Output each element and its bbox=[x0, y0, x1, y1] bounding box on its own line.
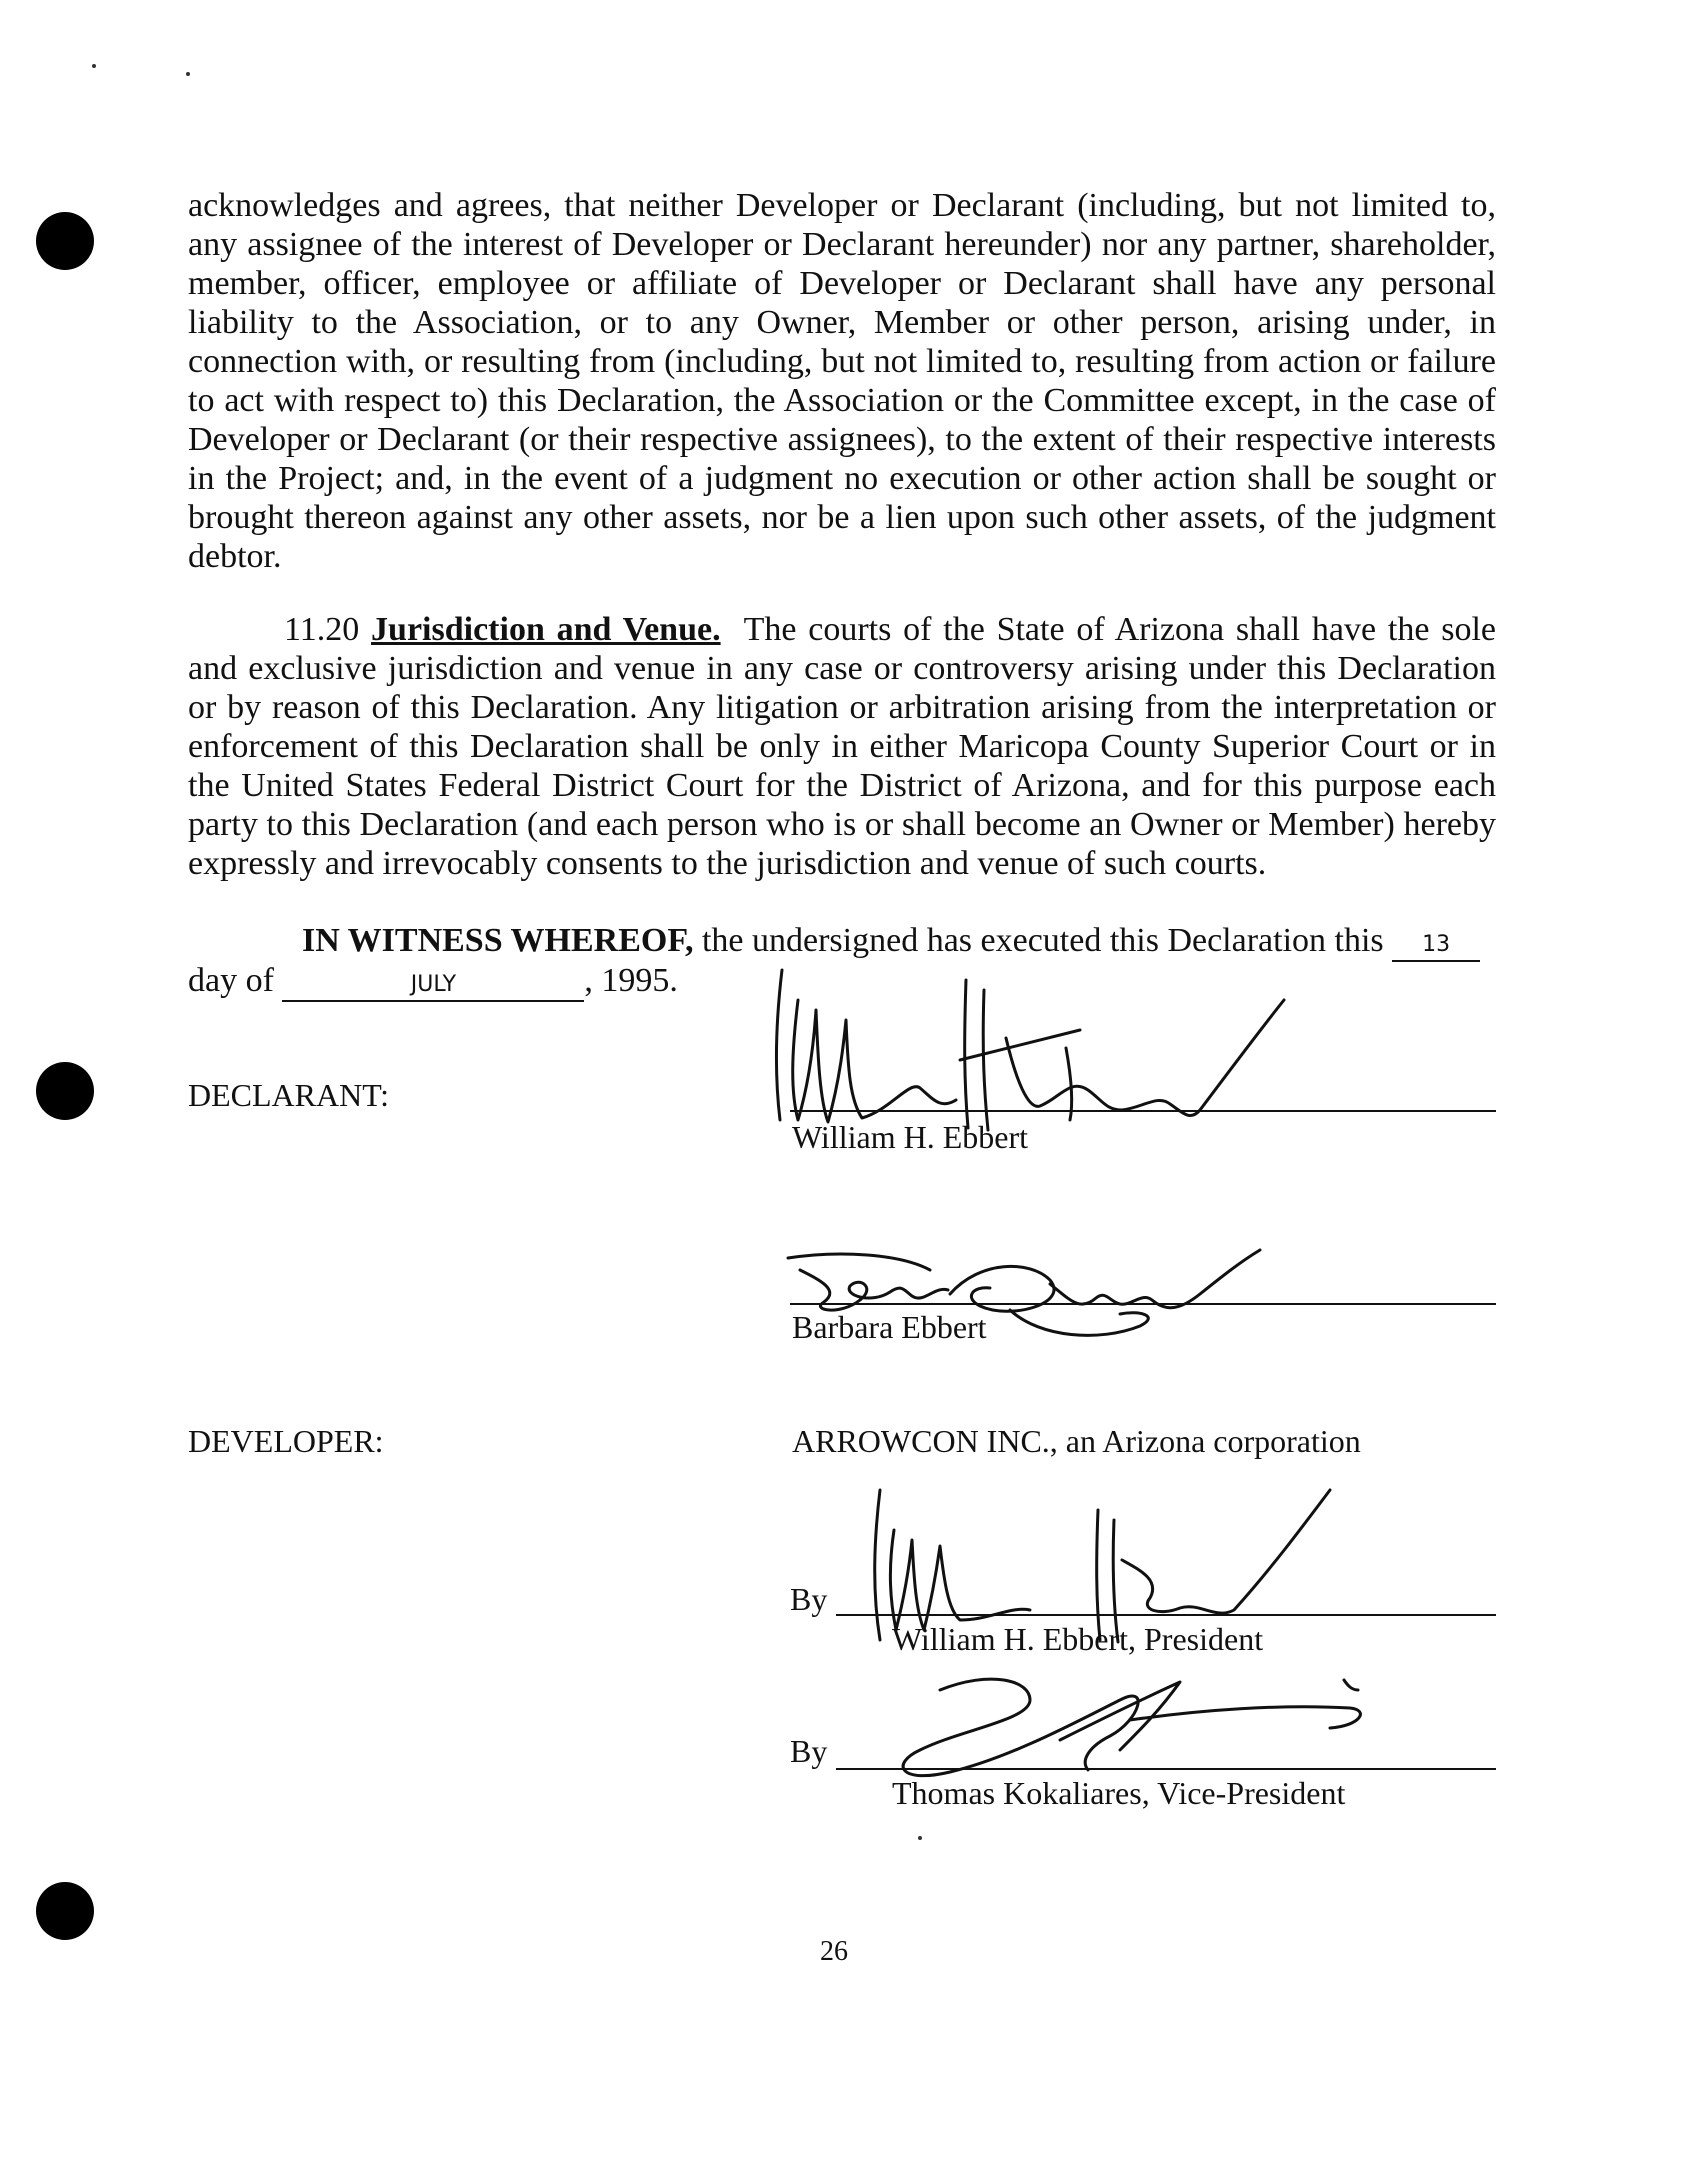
page-number: 26 bbox=[820, 1936, 848, 1967]
witness-text: the undersigned has executed this Declaration this bbox=[701, 922, 1384, 959]
developer-signer-2-name: Thomas Kokaliares, Vice-President bbox=[892, 1775, 1346, 1811]
scan-speck bbox=[918, 1836, 922, 1840]
paragraph-continuation: acknowledges and agrees, that neither Developer or Declarant (including, but not limited to, any assignee of the interest of Developer or Declarant hereunder) nor any partner, shareholder, member, officer, employee or affiliate of Developer or Declarant shall have any personal liability to the Association, or to any Owner, Member or other person, arising under, in connection with, or resulting from (including, but not limited to, resulting from action or failure to act with respect to) this Declaration, the Association or the Committee except, in the case of Developer or Declarant (or their respective assignees), to the extent of their respective interests in the Project; and, in the event of a judgment no execution or other action shall be sought or brought thereon against any other assets, nor be a lien upon such other assets, of the judgment debtor. bbox=[188, 187, 1496, 575]
section-number: 11.20 bbox=[284, 611, 360, 648]
signature-line-developer-1 bbox=[836, 1614, 1496, 1616]
section-heading: Jurisdiction and Venue. bbox=[371, 611, 721, 648]
scan-speck bbox=[186, 72, 190, 76]
witness-clause bbox=[302, 921, 1480, 962]
signature-line-declarant-1 bbox=[790, 1110, 1496, 1112]
declarant-signer-1-name: William H. Ebbert bbox=[792, 1119, 1028, 1155]
signature-line-developer-2 bbox=[836, 1768, 1496, 1770]
binder-hole-top bbox=[36, 212, 94, 270]
witness-day-field: 13 bbox=[1392, 930, 1480, 962]
binder-hole-middle bbox=[36, 1062, 94, 1120]
developer-company: ARROWCON INC., an Arizona corporation bbox=[792, 1423, 1361, 1459]
witness-date-line bbox=[188, 961, 678, 1002]
developer-label: DEVELOPER: bbox=[188, 1423, 384, 1459]
declarant-label: DECLARANT: bbox=[188, 1077, 390, 1113]
scan-speck bbox=[92, 64, 96, 68]
witness-year: , 1995. bbox=[584, 962, 678, 999]
by-label-2: By bbox=[790, 1733, 828, 1769]
witness-lead: IN WITNESS WHEREOF, bbox=[302, 922, 694, 959]
section-body: The courts of the State of Arizona shall have the sole and exclusive jurisdiction and venue in any case or controversy arising under this Declaration or by reason of this Declaration. Any litigation or arbitration arising from the interpretation or enforcement of this Declaration shall be only in either Maricopa County Superior Court or in the United States Federal District Court for the District of Arizona, and for this purpose each party to this Declaration (and each person who is or shall become an Owner or Member) hereby expressly and irrevocably consents to the jurisdiction and venue of such courts. bbox=[188, 611, 1496, 882]
developer-signer-1-name: William H. Ebbert, President bbox=[892, 1621, 1264, 1657]
day-of-label: day of bbox=[188, 962, 274, 999]
section-11-20 bbox=[188, 610, 1496, 883]
by-label-1: By bbox=[790, 1581, 828, 1617]
signature-line-declarant-2 bbox=[790, 1303, 1496, 1305]
declarant-signer-2-name: Barbara Ebbert bbox=[792, 1309, 987, 1345]
signature-thomas-kokaliares bbox=[860, 1660, 1420, 1790]
binder-hole-bottom bbox=[36, 1882, 94, 1940]
witness-month-field: JULY bbox=[282, 970, 584, 1002]
